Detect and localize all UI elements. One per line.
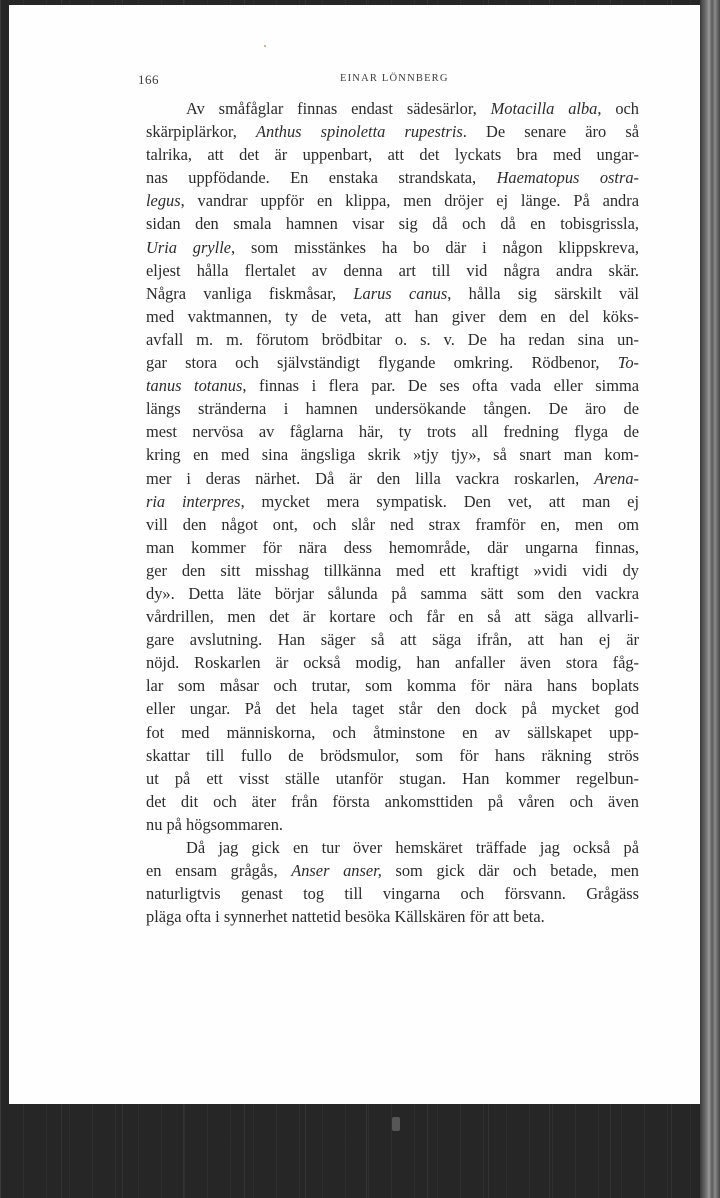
text-segment: vårdrillen, men det är kortare och får en så att säga allvarli- (146, 607, 639, 627)
text-segment: dy». Detta läte börjar sålunda på samma sätt som den vackra (146, 583, 639, 603)
text-segment: nöjd. Roskarlen är också modig, han anfaller även stora fåg- (146, 653, 639, 673)
italic-species-name: legus (146, 191, 181, 211)
text-segment: , finnas i flera par. De ses ofta vada eller simma (242, 376, 640, 396)
text-line (146, 212, 639, 235)
text-segment: en ensam grågås, (146, 861, 292, 881)
text-line (146, 259, 639, 282)
text-segment: sidan den smala hamnen visar sig då och då en tobisgrissla, (146, 214, 639, 234)
text-line (146, 305, 639, 328)
text-line (146, 328, 639, 351)
page-number: 166 (138, 72, 159, 87)
text-segment: Då jag gick en tur över hemskäret träffade jag också på (186, 838, 639, 857)
text-segment: med vaktmannen, ty de veta, att han giver dem en del köks- (146, 306, 639, 326)
text-line (146, 282, 639, 305)
text-segment: det dit och äter från första ankomsttiden på våren och även (146, 791, 639, 811)
text-segment: skärpiplärkor, (146, 122, 256, 142)
text-line (146, 882, 639, 905)
italic-species-name: Anthus spinoletta rupestris (255, 122, 463, 142)
text-line (146, 905, 639, 928)
text-segment: , mycket mera sympatisk. Den vet, att man ej (240, 491, 640, 511)
text-line (146, 236, 639, 259)
text-segment: ger den sitt misshag tillkänna med ett kraftigt »vidi vidi dy (146, 560, 639, 580)
text-segment: mest nervösa av fåglarna här, ty trots all fredning flyga de (146, 422, 639, 442)
text-segment: fot med människorna, och åtminstone en av sällskapet upp- (146, 722, 639, 742)
text-line (146, 513, 639, 536)
text-line (146, 443, 639, 466)
text-segment: pläga ofta i synnerhet nattetid besöka Källskären för att beta. (146, 907, 545, 927)
text-segment: eller ungar. På det hela taget står den dock på mycket god (146, 699, 639, 719)
book-page (9, 5, 700, 1104)
text-segment: gar stora och självständigt flygande omkring. Rödbenor, (146, 353, 618, 373)
italic-species-name: Uria grylle (146, 237, 232, 257)
text-segment: naturligtvis genast tog till vingarna och försvann. Grågäss (146, 884, 639, 904)
text-segment: vill den något ont, och slår ned strax framför en, men om (146, 514, 639, 534)
text-line (146, 836, 639, 859)
text-line (146, 790, 639, 813)
text-segment: nas uppfödande. En enstaka strandskata, (146, 168, 497, 188)
italic-species-name: Anser anser, (291, 861, 382, 881)
text-segment: . De senare äro så (462, 122, 639, 142)
text-line (146, 397, 639, 420)
text-line (146, 166, 639, 189)
text-line (146, 536, 639, 559)
text-segment: , och (597, 99, 639, 118)
text-line (146, 374, 639, 397)
italic-species-name: Motacilla alba (490, 99, 598, 118)
text-line (146, 143, 639, 166)
text-line (146, 189, 639, 212)
text-segment: som gick där och betade, men (381, 861, 639, 881)
body-text (146, 97, 639, 928)
paragraph (146, 97, 639, 836)
text-line (146, 351, 639, 374)
text-line (146, 859, 639, 882)
stray-ink-mark (264, 45, 266, 47)
italic-species-name: Larus canus (353, 283, 448, 303)
text-segment: nu på högsommaren. (146, 814, 284, 834)
text-line (146, 767, 639, 790)
text-segment: Några vanliga fiskmåsar, (146, 283, 354, 303)
italic-species-name: Arena- (594, 468, 639, 488)
scan-edge-strip (700, 0, 720, 1198)
text-segment: eljest hålla flertalet av denna art till vid några andra skär. (146, 260, 639, 280)
running-head: EINAR LÖNNBERG (340, 73, 449, 84)
text-line (146, 813, 639, 836)
text-segment: avfall m. m. förutom brödbitar o. s. v. De ha redan sina un- (146, 329, 639, 349)
text-segment: talrika, att det är uppenbart, att det lyckats bra med ungar- (146, 145, 639, 165)
italic-species-name: tanus totanus (146, 376, 243, 396)
text-segment: , som misstänkes ha bo där i någon klippskreva, (231, 237, 639, 257)
text-segment: mer i deras närhet. Då är den lilla vackra roskarlen, (146, 468, 595, 488)
text-segment: längs stränderna i hamnen undersökande tången. De äro de (146, 399, 639, 419)
text-line (146, 674, 639, 697)
text-segment: ut på ett visst ställe utanför stugan. Han kommer regelbun- (146, 768, 639, 788)
text-segment: , vandrar uppför en klippa, men dröjer ej länge. På andra (180, 191, 639, 211)
text-segment: kring en med sina ängsliga skrik »tjy tjy», så snart man kom- (146, 445, 639, 465)
text-line (146, 120, 639, 143)
text-segment: lar som måsar och trutar, som komma för nära hans boplats (146, 676, 639, 696)
text-line (146, 628, 639, 651)
text-line (146, 697, 639, 720)
text-line (146, 420, 639, 443)
text-segment: Av småfåglar finnas endast sädesärlor, (186, 99, 491, 118)
italic-species-name: Haematopus ostra- (496, 168, 639, 188)
text-segment: , hålla sig särskilt väl (447, 283, 639, 303)
text-line (146, 651, 639, 674)
paragraph (146, 836, 639, 928)
text-line (146, 582, 639, 605)
text-line (146, 467, 639, 490)
italic-species-name: To- (617, 353, 639, 373)
text-segment: gare avslutning. Han säger så att säga ifrån, att han ej är (146, 630, 639, 650)
text-segment: skattar till fullo de brödsmulor, som för hans räkning strös (146, 745, 639, 765)
italic-species-name: ria interpres (146, 491, 241, 511)
text-line (146, 559, 639, 582)
page-header (9, 72, 700, 88)
text-line (146, 97, 639, 120)
text-line (146, 490, 639, 513)
text-line (146, 605, 639, 628)
text-segment: man kommer för nära dess hemområde, där ungarna finnas, (146, 537, 639, 557)
text-line (146, 721, 639, 744)
scan-artifact (392, 1117, 400, 1131)
text-line (146, 744, 639, 767)
